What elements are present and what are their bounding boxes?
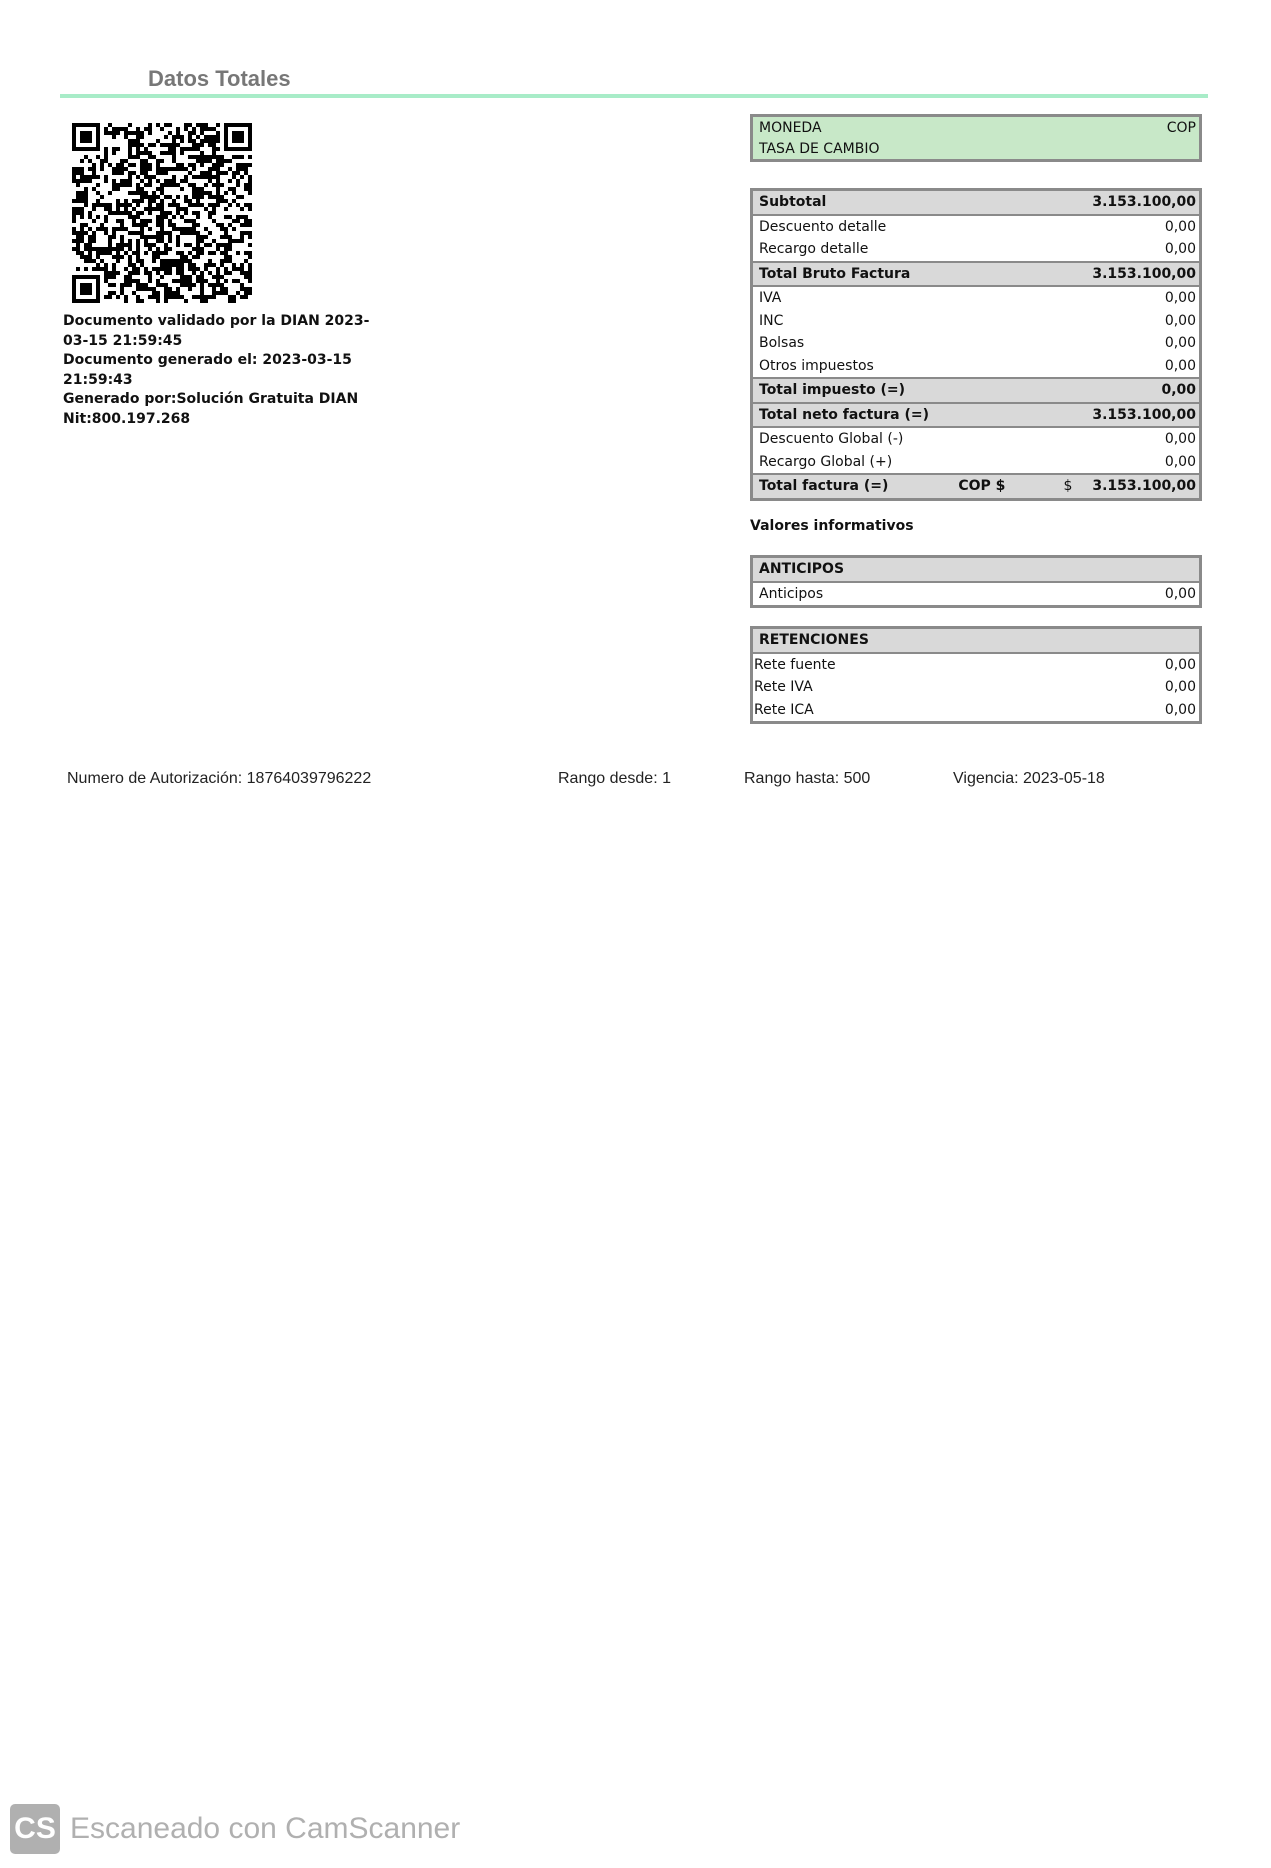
retenciones-table	[750, 626, 1202, 724]
total-value: 3.153.100,00	[1092, 478, 1196, 495]
total-currency: COP $	[958, 478, 1006, 495]
total-label: Total factura (=)	[759, 478, 889, 495]
scanner-watermark: Escaneado con CamScanner	[70, 1812, 461, 1845]
moneda-label: MONEDA	[759, 119, 822, 136]
table-row: Rete fuente 0,00	[754, 656, 1196, 673]
range-from: Rango desde: 1	[558, 770, 671, 787]
validated-text: Documento validado por la DIAN 2023-03-15 21:59:45	[63, 313, 370, 349]
tasa-label: TASA DE CAMBIO	[759, 140, 880, 157]
moneda-value: COP	[1166, 119, 1196, 136]
validation-info	[63, 312, 373, 429]
table-row: Anticipos 0,00	[759, 585, 1196, 602]
table-row: Rete IVA 0,00	[754, 679, 1196, 696]
section-title: Datos Totales	[148, 66, 291, 91]
table-row: IVA 0,00	[759, 290, 1196, 307]
table-row: Recargo detalle 0,00	[759, 241, 1196, 258]
anticipos-table	[750, 555, 1202, 608]
anticipos-header: ANTICIPOS	[753, 558, 1199, 583]
title-divider	[60, 94, 1208, 98]
retenciones-header: RETENCIONES	[753, 629, 1199, 654]
total-symbol: $	[1063, 478, 1073, 495]
camscanner-logo-icon: CS	[10, 1804, 60, 1854]
table-row: Subtotal 3.153.100,00	[753, 191, 1199, 216]
table-row: Recargo Global (+) 0,00	[759, 453, 1196, 470]
range-to: Rango hasta: 500	[744, 770, 871, 787]
exchange-rate-row	[753, 138, 1199, 159]
validity-date: Vigencia: 2023-05-18	[953, 770, 1105, 787]
totals-table	[750, 188, 1202, 501]
table-row: Otros impuestos 0,00	[759, 357, 1196, 374]
currency-box	[750, 114, 1202, 162]
generator-text: Generado por:Solución Gratuita DIAN Nit:800.197.268	[63, 391, 359, 427]
table-row: Bolsas 0,00	[759, 335, 1196, 352]
total-invoice-row	[753, 473, 1199, 498]
authorization-number: Numero de Autorización: 18764039796222	[67, 770, 372, 787]
table-row: Total neto factura (=) 3.153.100,00	[753, 404, 1199, 429]
table-row: Total impuesto (=) 0,00	[753, 377, 1199, 404]
table-row: Rete ICA 0,00	[754, 701, 1196, 718]
qr-code-icon	[72, 123, 252, 303]
table-row: Total Bruto Factura 3.153.100,00	[753, 261, 1199, 288]
informative-values-title: Valores informativos	[750, 518, 914, 534]
table-row: Descuento Global (-) 0,00	[759, 431, 1196, 448]
table-row: Descuento detalle 0,00	[759, 218, 1196, 235]
currency-row	[753, 117, 1199, 138]
table-row: INC 0,00	[759, 312, 1196, 329]
generated-text: Documento generado el: 2023-03-15 21:59:43	[63, 352, 352, 388]
